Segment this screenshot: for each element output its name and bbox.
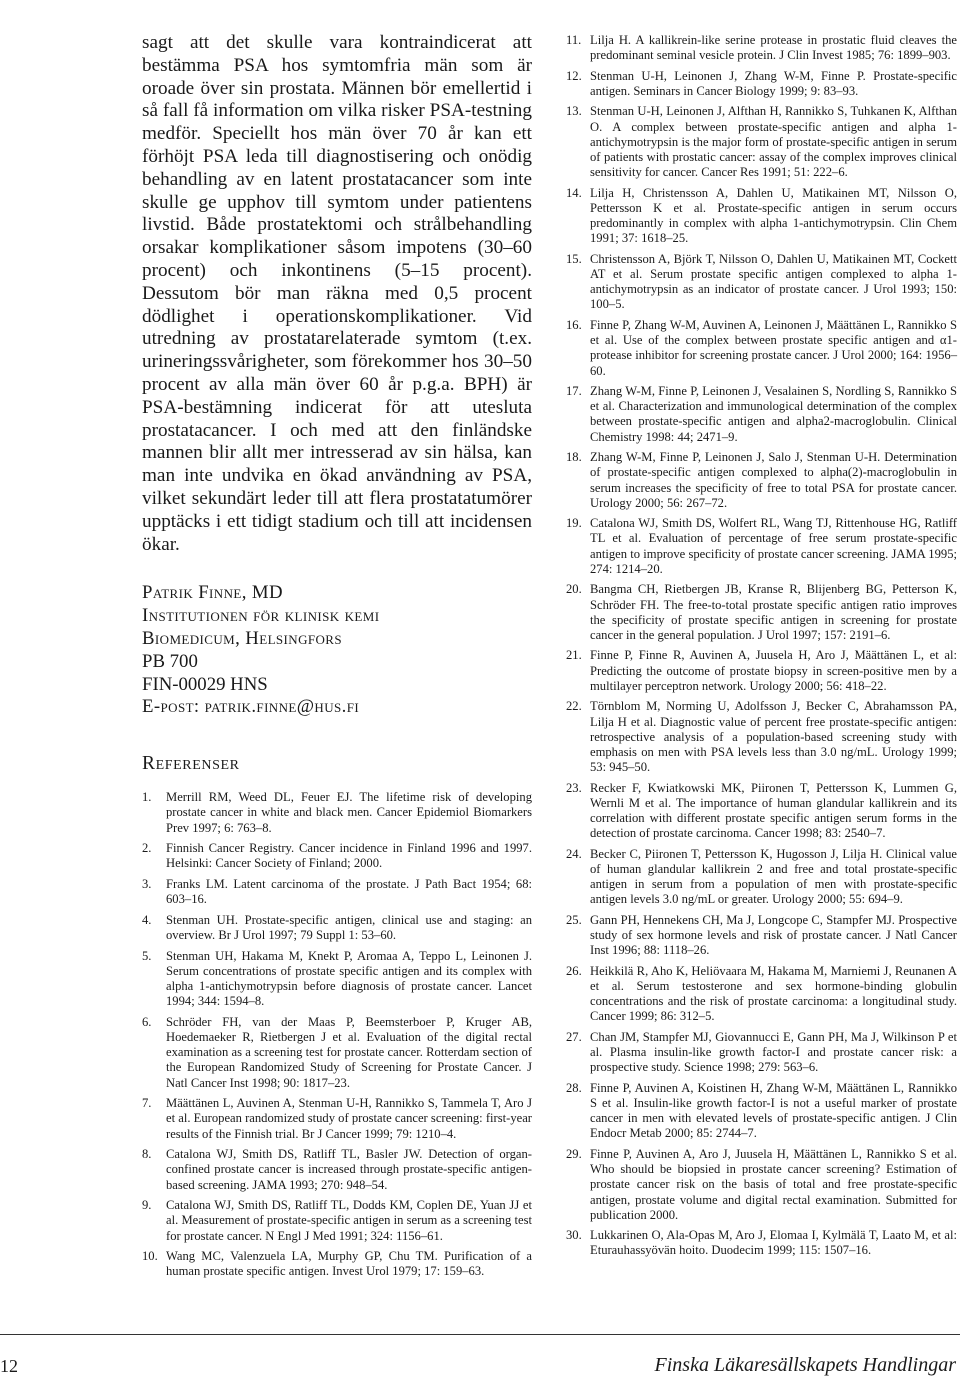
author-email: E-post: patrik.finne@hus.fi: [142, 696, 360, 718]
reference-item: 10. Wang MC, Valenzuela LA, Murphy GP, Chu TM. Purification of a human prostate specific antigen. Invest Urol 1979; 17: 159–63.: [142, 1249, 532, 1279]
author-place: Biomedicum, Helsingfors: [142, 627, 342, 649]
reference-item: 13. Stenman U-H, Leinonen J, Alfthan H, Rannikko S, Tuhkanen K, Alfthan O. A complex between prostate-specific antigen and alpha 1-antichymotrypsin is the major form of prostate-specific antigen in serum of patients with prostatic cancer: assay of the complex improves clinical sensitivity for cancer. Cancer Res 1991; 51: 222–6.: [566, 104, 957, 180]
reference-item: 26. Heikkilä R, Aho K, Heliövaara M, Hakama M, Marniemi J, Reunanen A et al. Serum testosterone and sex hormone-binding globulin concentrations and the risk of prostate carcinoma: a longitudinal study. Cancer 1999; 86: 312–5.: [566, 963, 957, 1024]
reference-item: 3. Franks LM. Latent carcinoma of the prostate. J Path Bact 1954; 68: 603–16.: [142, 876, 532, 907]
author-name: Patrik Finne, MD: [142, 582, 283, 604]
reference-item: 17. Zhang W-M, Finne P, Leinonen J, Vesalainen S, Nordling S, Rannikko S et al. Characterization and immunological determination of the complex between prostate-specific antigen and alpha2-macroglobulin. Clinical Chemistry 1998: 44; 2471–9.: [566, 384, 957, 444]
author-block: [142, 582, 532, 719]
author-postal: FIN-00029 HNS: [142, 673, 268, 695]
reference-item: 16. Finne P, Zhang W-M, Auvinen A, Leinonen J, Määttänen L, Rannikko S et al. Use of the complex between prostate specific antigen and α1-protease inhibitor for screening prostate cancer. J Urol 2000; 164: 1956–60.: [566, 317, 957, 378]
left-column: [142, 32, 532, 1285]
reference-item: 20. Bangma CH, Rietbergen JB, Kranse R, Blijenberg BG, Petterson K, Schröder FH. The free-to-total prostate specific antigen ratio improves the specificity of prostate specific antigen in screening for prostate cancer in the general population. J Urol 1997; 157: 2191–6.: [566, 582, 957, 642]
reference-item: 14. Lilja H, Christensson A, Dahlen U, Matikainen MT, Nilsson O, Pettersson K et al. Prostate-specific antigen in serum occurs predominantly in complex with alpha 1-antichymotrypsin. Clin Chem 1991; 37: 1618–25.: [566, 185, 957, 246]
body-paragraph: sagt att det skulle vara kontraindicerat att bestämma PSA hos symtomfria män som är oroade över sin prostata. Männen bör emellertid i så fall få information om vilka risker PSA-testning medför. Speciellt hos män över 70 år kan ett förhöjt PSA leda till diagnostisering och onödig behandling av en latent prostatacancer som inte skulle ge upphov till symtom under patientens livstid. Både prostatektomi och strålbehandling orsakar komplikationer såsom impotens (30–60 procent) och inkontinens (5–15 procent). Dessutom bör man räkna med 0,5 procent dödlighet i operationskomplikationer. Vid utredning av prostatarelaterade symtom (t.ex. urineringssvårigheter, som förekommer hos 30–50 procent av alla män över 60 år p.g.a. BPH) är PSA-bestämning indicerat för att utesluta prostatacancer. I och med att den finländske mannen blir allt mer intresserad av sin hälsa, kan man inte undvika en ökad användning av PSA, vilket sekundärt leder till att flera prostatatumörer upptäcks i ett tidigt stadium och till att incidensen ökar.: [142, 32, 532, 555]
references-heading: Referenser: [142, 753, 240, 775]
reference-item: 7. Määttänen L, Auvinen A, Stenman U-H, Rannikko S, Tammela T, Aro J et al. European randomized study of prostate cancer screening: first-year results of the Finnish trial. Br J Cancer 1999; 79: 1210–4.: [142, 1096, 532, 1141]
author-box: PB 700: [142, 650, 198, 672]
reference-item: 30. Lukkarinen O, Ala-Opas M, Aro J, Elomaa I, Kylmälä T, Laato M, et al: Eturauhassyövän hoito. Duodecim 1999; 115: 1507–16.: [566, 1228, 957, 1258]
footer-rule: [0, 1334, 960, 1335]
reference-item: 19. Catalona WJ, Smith DS, Wolfert RL, Wang TJ, Rittenhouse HG, Ratliff TL et al. Evaluation of percentage of free serum prostate-specific antigen to improve specificity of prostate cancer screening. JAMA 1995; 274: 1214–20.: [566, 516, 957, 576]
reference-item: 25. Gann PH, Hennekens CH, Ma J, Longcope C, Stampfer MJ. Prospective study of sex hormone levels and risk of prostate cancer. J Natl Cancer Inst 1996; 88: 1118–26.: [566, 912, 957, 958]
reference-item: 2. Finnish Cancer Registry. Cancer incidence in Finland 1996 and 1997. Helsinki: Cancer Society of Finland; 2000.: [142, 841, 532, 871]
reference-item: 15. Christensson A, Björk T, Nilsson O, Dahlen U, Matikainen MT, Cockett AT et al. Serum prostate specific antigen complexed to alpha 1-antichymotrypsin as an indicator of prostate cancer. J Urol 1993; 150: 100–5.: [566, 251, 957, 312]
reference-item: 29. Finne P, Auvinen A, Aro J, Juusela H, Määttänen L, Rannikko S et al. Who should be biopsied in prostate cancer screening? Estimation of prostate cancer risk on the basis of total and free prostate-specific antigen, prostate volume and digital rectal examination. Submitted for publication 2000.: [566, 1146, 957, 1222]
right-column: [566, 33, 957, 1264]
reference-item: 8. Catalona WJ, Smith DS, Ratliff TL, Basler JW. Detection of organ-confined prostate cancer is increased through prostate-specific antigen-based screening. JAMA 1993; 270: 948–54.: [142, 1147, 532, 1192]
reference-item: 1. Merrill RM, Weed DL, Feuer EJ. The lifetime risk of developing prostate cancer in white and black men. Cancer Epidemiol Biomarkers Prev 1997; 6: 763–8.: [142, 790, 532, 835]
reference-item: 27. Chan JM, Stampfer MJ, Giovannucci E, Gann PH, Ma J, Wilkinson P et al. Plasma insulin-like growth factor-I and prostate cancer risk: a prospective study. Science 1998; 279: 563–6.: [566, 1029, 957, 1075]
reference-item: 5. Stenman UH, Hakama M, Knekt P, Aromaa A, Teppo L, Leinonen J. Serum concentrations of prostate specific antigen and its complex with alpha 1-antichymotrypsin before diagnosis of prostate cancer. Lancet 1994; 344: 1594–8.: [142, 948, 532, 1009]
reference-item: 23. Recker F, Kwiatkowski MK, Piironen T, Pettersson K, Lummen G, Wernli M et al. The importance of human glandular kallikrein and its correlation with different prostate specific antigen serum forms in the detection of prostate carcinoma. Cancer 1998; 83: 2540–7.: [566, 780, 957, 841]
reference-item: 6. Schröder FH, van der Maas P, Beemsterboer P, Kruger AB, Hoedemaeker R, Rietbergen J et al. Evaluation of the digital rectal examination as a screening test for prostate cancer. Rotterdam section of the European Randomized Study of Screening for Prostate Cancer. J Natl Cancer Inst 1998; 90: 1817–23.: [142, 1014, 532, 1090]
reference-item: 9. Catalona WJ, Smith DS, Ratliff TL, Dodds KM, Coplen DE, Yuan JJ et al. Measurement of prostate-specific antigen in serum as a screening test for prostate cancer. N Engl J Med 1991; 324: 1156–61.: [142, 1198, 532, 1243]
reference-item: 11. Lilja H. A kallikrein-like serine protease in prostatic fluid cleaves the predominant seminal vesicle protein. J Clin Invest 1985; 76: 1899–903.: [566, 33, 957, 63]
journal-title: Finska Läkaresällskapets Handlingar: [654, 1354, 956, 1376]
reference-item: 21. Finne P, Finne R, Auvinen A, Juusela H, Aro J, Määttänen L, et al: Predicting the outcome of prostate biopsy in screen-positive men by a multilayer perceptron network. Urology 2000; 56: 418–22.: [566, 648, 957, 693]
references-list-right: [566, 33, 957, 1259]
reference-item: 18. Zhang W-M, Finne P, Leinonen J, Salo J, Stenman U-H. Determination of prostate-specific antigen complexed to alpha(2)-macroglobulin in serum increases the specificity of free to total PSA for prostate cancer. Urology 2000; 56: 267–72.: [566, 450, 957, 510]
reference-item: 12. Stenman U-H, Leinonen J, Zhang W-M, Finne P. Prostate-specific antigen. Seminars in Cancer Biology 1999; 9: 83–93.: [566, 68, 957, 98]
author-institution: Institutionen för klinisk kemi: [142, 605, 380, 627]
reference-item: 4. Stenman UH. Prostate-specific antigen, clinical use and staging: an overview. Br J Urol 1997; 79 Suppl 1: 53–60.: [142, 912, 532, 942]
reference-item: 28. Finne P, Auvinen A, Koistinen H, Zhang W-M, Määttänen L, Rannikko S et al. Insulin-like growth factor-I is not a useful marker of prostate cancer in men with elevated levels of prostate-specific antigen. J Clin Endocr Metab 2000; 85: 2744–7.: [566, 1080, 957, 1141]
references-list-left: [142, 790, 532, 1279]
page-number: 12: [0, 1356, 18, 1376]
reference-item: 24. Becker C, Piironen T, Pettersson K, Hugosson J, Lilja H. Clinical value of human glandular kallikrein 2 and free and total prostate-specific antigen in serum from a population of men with prostate-specific antigen levels 3.0 ng/mL or greater. Urology 2000; 55: 694–9.: [566, 846, 957, 907]
reference-item: 22. Törnblom M, Norming U, Adolfsson J, Becker C, Abrahamsson PA, Lilja H et al. Diagnostic value of percent free prostate-specific antigen: retrospective analysis of a population-based screening study with emphasis on men with PSA levels less than 3.0 ng/mL. Urology 1999; 53: 945–50.: [566, 699, 957, 775]
